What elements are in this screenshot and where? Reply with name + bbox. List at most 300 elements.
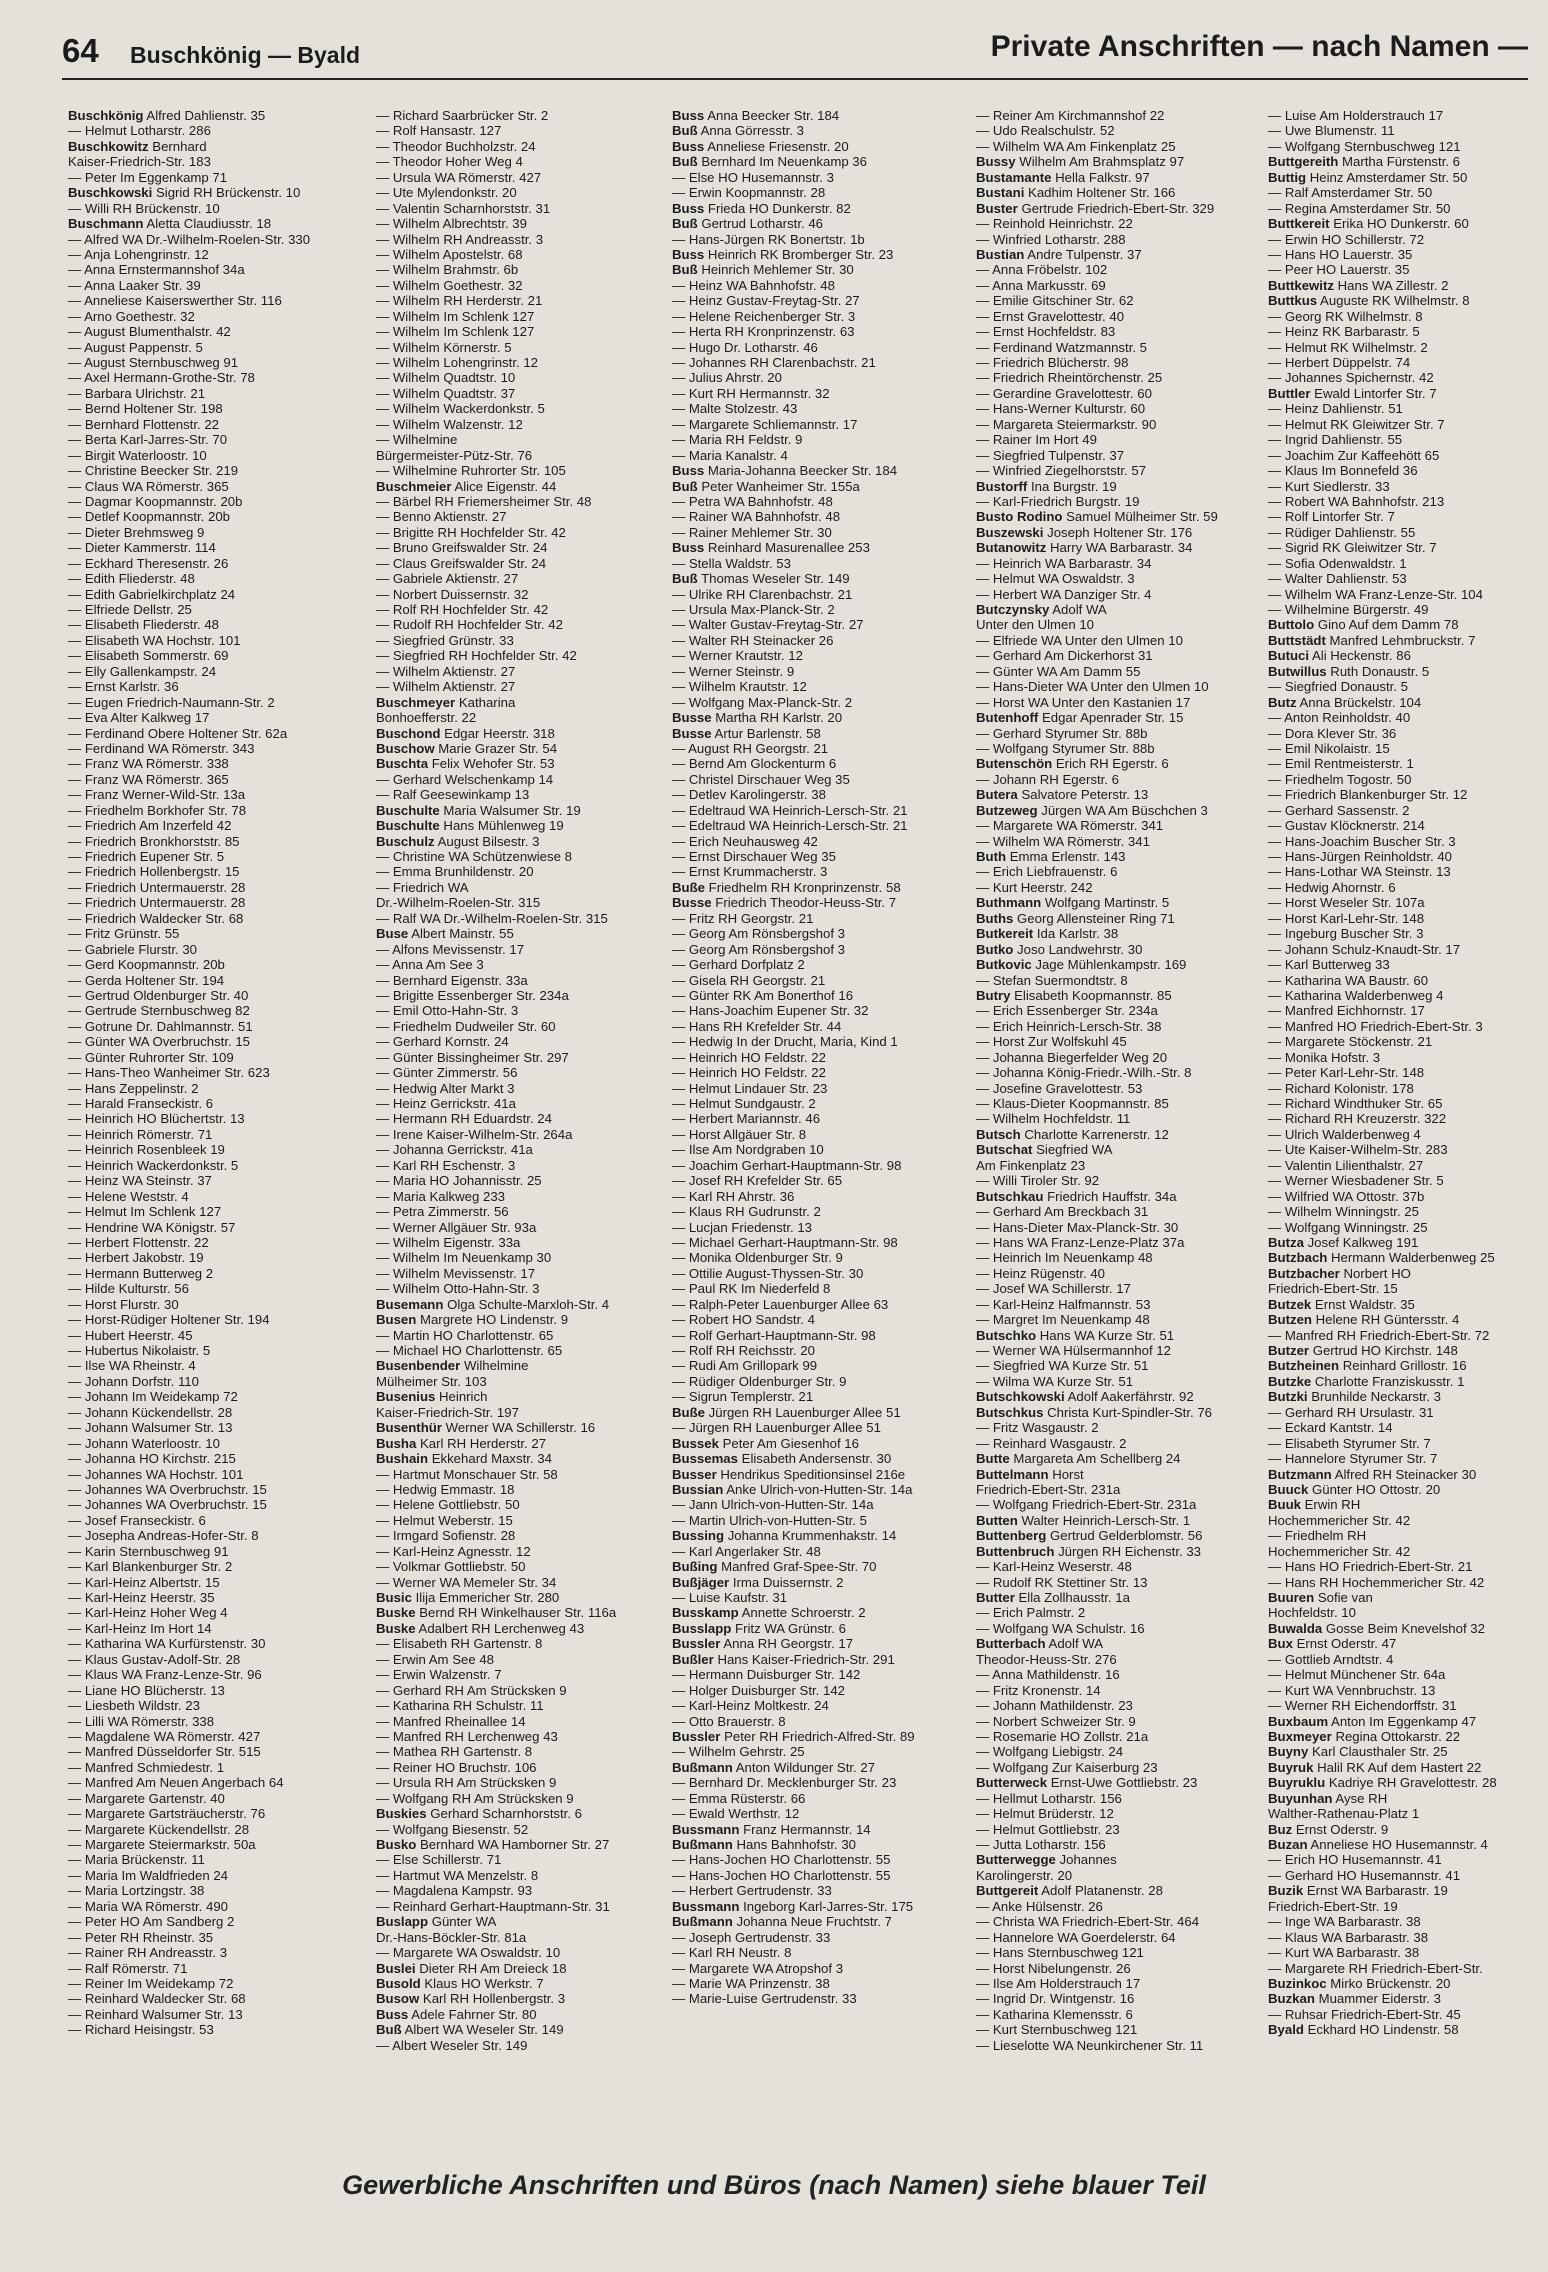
entry-details: Erich RH Egerstr. 6: [1055, 756, 1169, 772]
entry-details: — Otto Brauerstr. 8: [672, 1713, 786, 1729]
directory-entry: [376, 1158, 666, 1173]
directory-entry: [1268, 1945, 1548, 1960]
entry-details: Samuel Mülheimer Str. 59: [1066, 509, 1218, 525]
directory-entry: [68, 432, 358, 447]
directory-entry: [68, 1636, 358, 1651]
entry-details: Muammer Eiderstr. 3: [1318, 1991, 1441, 2007]
entry-details: Hendrikus Speditionsinsel 216e: [720, 1466, 906, 1482]
entry-details: Friedhelm RH Kronprinzenstr. 58: [708, 879, 901, 895]
directory-entry: [376, 494, 666, 509]
directory-entry: [68, 1605, 358, 1620]
entry-details: — Heinrich HO Feldstr. 22: [672, 1065, 826, 1081]
directory-entry: [376, 1266, 666, 1281]
entry-details: — Karin Sternbuschweg 91: [68, 1543, 229, 1559]
directory-entry: [376, 1513, 666, 1528]
directory-entry: [376, 818, 666, 833]
directory-entry: [976, 1497, 1266, 1512]
directory-entry: [1268, 1775, 1548, 1790]
directory-entry: [672, 1358, 962, 1373]
directory-entry: [976, 1250, 1266, 1265]
directory-entry: [672, 1189, 962, 1204]
directory-entry: [376, 185, 666, 200]
directory-entry: [1268, 1806, 1548, 1821]
surname: Buße: [672, 1404, 705, 1420]
entry-details: Artur Barlenstr. 58: [714, 725, 821, 741]
entry-details: — Johannes Spichernstr. 42: [1268, 370, 1434, 386]
directory-entry: [1268, 232, 1548, 247]
entry-details: — Wilhelm Gehrstr. 25: [672, 1744, 805, 1760]
directory-entry: [68, 123, 358, 138]
directory-entry: [672, 571, 962, 586]
entry-details: — Josef RH Krefelder Str. 65: [672, 1173, 843, 1189]
directory-entry: [1268, 324, 1548, 339]
directory-entry: [976, 139, 1266, 154]
directory-entry: [1268, 1961, 1548, 1976]
entry-details: — Emil Nikolaistr. 15: [1268, 740, 1390, 756]
directory-entry: [376, 1405, 666, 1420]
entry-details: — Wilhelm Apostelstr. 68: [376, 246, 523, 262]
entry-details: — Maria Brückenstr. 11: [68, 1852, 205, 1868]
directory-entry: [68, 741, 358, 756]
entry-details: Bernhard WA Hamborner Str. 27: [419, 1837, 610, 1852]
entry-details: — Heinz WA Steinstr. 37: [68, 1173, 212, 1189]
directory-entry: [376, 1621, 666, 1636]
directory-entry: [672, 1297, 962, 1312]
directory-entry: [976, 957, 1266, 972]
directory-entry: [376, 479, 666, 494]
directory-entry: [68, 509, 358, 524]
page-number: 64: [62, 32, 99, 69]
entry-details: — Valentin Scharnhorststr. 31: [376, 200, 551, 216]
entry-details: — Josef Franseckistr. 6: [68, 1512, 206, 1528]
entry-details: Albert Mainstr. 55: [411, 926, 514, 942]
entry-details: — Helene Gottliebstr. 50: [376, 1497, 520, 1513]
directory-entry: [976, 123, 1266, 138]
entry-details: — Norbert Schweizer Str. 9: [976, 1713, 1136, 1729]
directory-entry: [976, 1235, 1266, 1250]
entry-details: Brunhilde Neckarstr. 3: [1311, 1389, 1441, 1405]
directory-entry: [68, 1034, 358, 1049]
directory-entry: [68, 1652, 358, 1667]
directory-entry: [672, 293, 962, 308]
surname: Buß: [672, 571, 698, 587]
directory-entry: [976, 1837, 1266, 1852]
page-header: [62, 28, 1528, 80]
entry-details: — Manfred Rheinallee 14: [376, 1713, 526, 1729]
directory-entry: [672, 448, 962, 463]
directory-column-2: [376, 108, 666, 2148]
entry-details: — Siegfried WA Kurze Str. 51: [976, 1358, 1149, 1374]
directory-entry: [68, 185, 358, 200]
directory-entry: [672, 1652, 962, 1667]
entry-details: — Jürgen RH Lauenburger Allee 51: [672, 1420, 881, 1436]
entry-details: Alfred RH Steinacker 30: [1334, 1466, 1477, 1482]
entry-details: — Claus WA Römerstr. 365: [68, 478, 229, 494]
directory-entry: [1268, 1575, 1548, 1590]
entry-details: — Margarete Gartenstr. 40: [68, 1790, 225, 1806]
entry-details: — Martin Ulrich-von-Hutten-Str. 5: [672, 1512, 867, 1528]
entry-details: — Wilhelm Krautstr. 12: [672, 679, 807, 695]
directory-entry: [68, 1714, 358, 1729]
entry-details: — Dora Klever Str. 36: [1268, 725, 1397, 741]
directory-entry: [672, 911, 962, 926]
entry-details: — Karl-Heinz Moltkestr. 24: [672, 1698, 829, 1714]
directory-entry: [976, 494, 1266, 509]
directory-entry: [376, 1482, 666, 1497]
directory-entry: [68, 1667, 358, 1682]
entry-details: — Johannes WA Overbruchstr. 15: [68, 1481, 267, 1497]
entry-details: — Anna Am See 3: [376, 957, 484, 973]
entry-details: — Ralf Amsterdamer Str. 50: [1268, 185, 1433, 201]
entry-details: Martha Fürstenstr. 6: [1342, 154, 1461, 170]
entry-details: — Wolfgang Sternbuschweg 121: [1268, 138, 1461, 154]
entry-details: Joso Landwehrstr. 30: [1017, 941, 1143, 957]
entry-details: — Anneliese Kaiserswerther Str. 116: [68, 293, 282, 309]
entry-details: Dr.-Wilhelm-Roelen-Str. 315: [376, 895, 541, 911]
entry-details: — Bernhard Eigenstr. 33a: [376, 972, 528, 988]
surname: Buths: [976, 910, 1014, 926]
directory-entry: [68, 1528, 358, 1543]
entry-details: — Magdalena Kampstr. 93: [376, 1883, 533, 1899]
directory-entry: [672, 1791, 962, 1806]
directory-entry: [376, 1420, 666, 1435]
entry-details: Margareta Am Schellberg 24: [1013, 1451, 1181, 1467]
entry-details: — Friedrich Rheintörchenstr. 25: [976, 370, 1163, 386]
directory-entry: [672, 1467, 962, 1482]
entry-details: — Johannes WA Hochstr. 101: [68, 1466, 244, 1482]
entry-details: — Wilhelm Albrechtstr. 39: [376, 216, 527, 232]
entry-details: — Heinrich WA Barbarastr. 34: [976, 555, 1152, 571]
directory-entry: [68, 1204, 358, 1219]
surname: Butwillus: [1268, 663, 1327, 679]
directory-entry: [376, 741, 666, 756]
entry-details: — Sofia Odenwaldstr. 1: [1268, 555, 1407, 571]
directory-entry: [1268, 1837, 1548, 1852]
directory-entry: [976, 448, 1266, 463]
entry-details: — Helmut Lindauer Str. 23: [672, 1080, 828, 1096]
entry-details: — Luise Am Holderstrauch 17: [1268, 108, 1444, 123]
entry-details: — Bernhard Dr. Mecklenburger Str. 23: [672, 1775, 897, 1791]
entry-details: — Wolfgang WA Schulstr. 16: [976, 1620, 1145, 1636]
directory-entry: [68, 1405, 358, 1420]
surname: Bußing: [672, 1559, 718, 1575]
entry-details: — Ralf Geesewinkamp 13: [376, 787, 530, 803]
directory-entry: [376, 1081, 666, 1096]
entry-details: — Wilhelm WA Am Finkenplatz 25: [976, 138, 1176, 154]
directory-entry: [376, 1250, 666, 1265]
directory-entry: [672, 834, 962, 849]
directory-entry: [1268, 185, 1548, 200]
entry-details: — Wilhelm Brahmstr. 6b: [376, 262, 519, 278]
entry-details: Dr.-Hans-Böckler-Str. 81a: [376, 1929, 527, 1945]
entry-details: Edgar Apenrader Str. 15: [1041, 710, 1184, 726]
entry-details: — Berta Karl-Jarres-Str. 70: [68, 432, 228, 448]
entry-details: — Detlef Koopmannstr. 20b: [68, 509, 231, 525]
directory-entry: [976, 1667, 1266, 1682]
entry-details: — Robert WA Bahnhofstr. 213: [1268, 493, 1445, 509]
entry-details: — Georg Am Rönsbergshof 3: [672, 926, 845, 942]
directory-entry: [376, 293, 666, 308]
directory-entry: [672, 1575, 962, 1590]
surname: Bushain: [376, 1451, 429, 1467]
directory-entry: [1268, 1698, 1548, 1713]
entry-details: Bernd RH Winkelhauser Str. 116a: [419, 1605, 617, 1621]
entry-details: — Elisabeth Fliederstr. 48: [68, 617, 219, 633]
directory-entry: [672, 1142, 962, 1157]
entry-details: — Erich Heinrich-Lersch-Str. 38: [976, 1018, 1162, 1034]
directory-entry: [672, 1436, 962, 1451]
entry-details: — Helmut Weberstr. 15: [376, 1512, 513, 1528]
directory-entry: [68, 479, 358, 494]
directory-entry: [68, 2022, 358, 2037]
directory-entry: [672, 262, 962, 277]
directory-entry: [976, 355, 1266, 370]
entry-details: — Friedrich Waldecker Str. 68: [68, 910, 244, 926]
entry-details: Kadriye RH Gravelottestr. 28: [1328, 1775, 1497, 1791]
directory-entry: [376, 942, 666, 957]
directory-entry: [976, 911, 1266, 926]
directory-entry: [672, 1883, 962, 1898]
surname: Buwalda: [1268, 1620, 1323, 1636]
entry-details: — Gerhard Sassenstr. 2: [1268, 802, 1410, 818]
directory-entry: [376, 108, 666, 123]
entry-details: — Ralph-Peter Lauenburger Allee 63: [672, 1296, 889, 1312]
directory-entry: [68, 1698, 358, 1713]
entry-details: Adele Fahrner Str. 80: [411, 2006, 537, 2022]
entry-details: — Wolfgang Friedrich-Ebert-Str. 231a: [976, 1497, 1197, 1513]
entry-details: — Mathea RH Gartenstr. 8: [376, 1744, 533, 1760]
entry-details: Manfred Lehmbruckstr. 7: [1329, 632, 1476, 648]
directory-entry: [1268, 1328, 1548, 1343]
directory-entry: [976, 170, 1266, 185]
entry-details: Fritz WA Grünstr. 6: [735, 1620, 846, 1636]
directory-entry: [672, 1636, 962, 1651]
directory-entry: [672, 1930, 962, 1945]
directory-entry: [1268, 633, 1548, 648]
directory-entry: [376, 1436, 666, 1451]
entry-details: — Dagmar Koopmannstr. 20b: [68, 493, 243, 509]
directory-entry: [376, 370, 666, 385]
directory-entry: [976, 1328, 1266, 1343]
directory-entry: [376, 1991, 666, 2006]
entry-details: — Emilie Gitschiner Str. 62: [976, 293, 1134, 309]
entry-details: Mülheimer Str. 103: [376, 1373, 487, 1389]
entry-details: — Ulrike RH Clarenbachstr. 21: [672, 586, 853, 602]
directory-entry: [376, 509, 666, 524]
directory-entry: [68, 973, 358, 988]
directory-entry: [68, 494, 358, 509]
entry-details: — Günter RK Am Bonerthof 16: [672, 987, 854, 1003]
directory-entry: [68, 232, 358, 247]
directory-entry: [68, 1513, 358, 1528]
entry-details: — Jutta Lotharstr. 156: [976, 1837, 1106, 1852]
directory-entry: [976, 1266, 1266, 1281]
surname: Buuren: [1268, 1590, 1315, 1605]
entry-details: Ingeborg Karl-Jarres-Str. 175: [743, 1898, 914, 1914]
entry-details: — Hans-Dieter WA Unter den Ulmen 10: [976, 679, 1209, 695]
surname: Buuck: [1268, 1481, 1309, 1497]
surname: Buttig: [1268, 169, 1307, 185]
entry-details: Hermann Walderbenweg 25: [1331, 1250, 1495, 1266]
entry-details: — Harald Franseckistr. 6: [68, 1096, 214, 1111]
entry-details: — Gerhard Welschenkamp 14: [376, 771, 554, 787]
entry-details: Anke Ulrich-von-Hutten-Str. 14a: [726, 1481, 913, 1497]
directory-entry: [672, 201, 962, 216]
directory-entry: [672, 1250, 962, 1265]
entry-details: — Friedrich Blankenburger Str. 12: [1268, 787, 1468, 803]
entry-details: — Claus Greifswalder Str. 24: [376, 555, 547, 571]
entry-details: — Ruhsar Friedrich-Ebert-Str. 45: [1268, 2006, 1461, 2022]
entry-details: — Franz WA Römerstr. 338: [68, 756, 229, 772]
directory-entry: [1268, 1019, 1548, 1034]
entry-details: — Peter Im Eggenkamp 71: [68, 169, 228, 185]
directory-entry: [376, 1451, 666, 1466]
directory-entry: [68, 1312, 358, 1327]
entry-details: — Gabriele Flurstr. 30: [68, 941, 197, 957]
directory-entry: [976, 1621, 1266, 1636]
directory-entry: [68, 1961, 358, 1976]
entry-details: Anton Im Eggenkamp 47: [1331, 1713, 1477, 1729]
directory-entry: [376, 587, 666, 602]
entry-details: — Heinrich Wackerdonkstr. 5: [68, 1157, 239, 1173]
directory-entry: [976, 633, 1266, 648]
directory-entry: [976, 602, 1266, 617]
entry-details: — Maria Lortzingstr. 38: [68, 1883, 205, 1899]
entry-details: — Dieter Brehmsweg 9: [68, 524, 205, 540]
directory-entry: [376, 1868, 666, 1883]
directory-entry: [376, 1575, 666, 1590]
directory-entry: [672, 973, 962, 988]
surname: Butzbacher: [1268, 1265, 1340, 1281]
entry-details: — Maria WA Römerstr. 490: [68, 1898, 228, 1914]
entry-details: — Theodor Buchholzstr. 24: [376, 138, 536, 154]
directory-column-1: [68, 108, 358, 2148]
directory-entry: [68, 664, 358, 679]
entry-details: — Johannes WA Overbruchstr. 15: [68, 1497, 267, 1513]
entry-details: Elisabeth Andersenstr. 30: [741, 1451, 892, 1467]
directory-entry: [1268, 664, 1548, 679]
entry-details: — Erwin HO Schillerstr. 72: [1268, 231, 1425, 247]
entry-details: Peter RH Friedrich-Alfred-Str. 89: [724, 1728, 915, 1744]
surname: Butschat: [976, 1142, 1033, 1158]
entry-details: — Lucjan Friedenstr. 13: [672, 1219, 813, 1235]
directory-entry: [68, 849, 358, 864]
directory-entry: [672, 1328, 962, 1343]
surname: Butterweck: [976, 1775, 1048, 1791]
surname: Buschulte: [376, 802, 440, 818]
entry-details: Charlotte Karrenerstr. 12: [1024, 1126, 1169, 1142]
entry-details: Kaiser-Friedrich-Str. 183: [68, 154, 211, 170]
directory-entry: [976, 185, 1266, 200]
directory-entry: [376, 1281, 666, 1296]
entry-details: Anton Wildunger Str. 27: [735, 1759, 876, 1775]
entry-details: — Ferdinand Watzmannstr. 5: [976, 339, 1148, 355]
entry-details: — Heinz Rügenstr. 40: [976, 1265, 1106, 1281]
directory-entry: [976, 1883, 1266, 1898]
directory-entry: [1268, 772, 1548, 787]
directory-entry: [376, 2038, 666, 2053]
entry-details: Ella Zollhausstr. 1a: [1018, 1590, 1130, 1605]
surname: Bussler: [672, 1728, 721, 1744]
entry-details: — Anna Laaker Str. 39: [68, 277, 201, 293]
directory-entry: [1268, 571, 1548, 586]
surname: Butzbach: [1268, 1250, 1328, 1266]
directory-entry: [1268, 154, 1548, 169]
entry-details: Wilhelm Am Brahmsplatz 97: [1019, 154, 1185, 170]
directory-entry: [1268, 926, 1548, 941]
entry-details: — Maria Im Waldfrieden 24: [68, 1867, 229, 1883]
entry-details: — Theodor Hoher Weg 4: [376, 154, 523, 170]
directory-entry: [376, 1034, 666, 1049]
directory-entry: [376, 1698, 666, 1713]
directory-entry: [976, 834, 1266, 849]
entry-details: — Hedwig Ahornstr. 6: [1268, 879, 1396, 895]
entry-details: — Hans-Jürgen Reinholdstr. 40: [1268, 849, 1452, 864]
directory-entry: [376, 247, 666, 262]
entry-details: — Hedwig Alter Markt 3: [376, 1080, 515, 1096]
entry-details: — Günter WA Am Damm 55: [976, 663, 1141, 679]
directory-entry: [1268, 1544, 1548, 1559]
surname: Butterwegge: [976, 1852, 1056, 1868]
entry-details: — Edith Fliederstr. 48: [68, 571, 195, 587]
entry-details: — Karl-Heinz Halfmannstr. 53: [976, 1296, 1151, 1312]
directory-entry: [1268, 1065, 1548, 1080]
entry-details: Joseph Holtener Str. 176: [1047, 524, 1193, 540]
entry-details: — Herbert Mariannstr. 46: [672, 1111, 821, 1127]
directory-entry: [1268, 1636, 1548, 1651]
entry-details: Gino Auf dem Damm 78: [1317, 617, 1459, 633]
directory-entry: [376, 803, 666, 818]
directory-entry: [976, 1050, 1266, 1065]
directory-entry: [1268, 617, 1548, 632]
directory-entry: [68, 1374, 358, 1389]
surname: Buß: [672, 216, 698, 232]
surname: Busse: [672, 710, 712, 726]
directory-entry: [1268, 880, 1548, 895]
directory-entry: [68, 401, 358, 416]
entry-details: Erika HO Dunkerstr. 60: [1333, 216, 1469, 232]
entry-details: — Anna Ernstermannshof 34a: [68, 262, 245, 278]
entry-details: — Margarete WA Atropshof 3: [672, 1960, 844, 1976]
entry-details: Walter Heinrich-Lersch-Str. 1: [1021, 1512, 1191, 1528]
directory-entry: [1268, 1235, 1548, 1250]
directory-entry: [376, 1775, 666, 1790]
entry-details: — Hubertus Nikolaistr. 5: [68, 1343, 211, 1358]
surname: Buschmeyer: [376, 694, 456, 710]
entry-details: Peter Am Giesenhof 16: [722, 1435, 859, 1451]
entry-details: — Kurt WA Vennbruchstr. 13: [1268, 1682, 1436, 1698]
entry-details: — Elfriede Dellstr. 25: [68, 602, 192, 617]
directory-entry: [1268, 1358, 1548, 1373]
entry-details: — Joseph Gertrudenstr. 33: [672, 1929, 831, 1945]
entry-details: — Inge WA Barbarastr. 38: [1268, 1914, 1421, 1930]
entry-details: Ernst Oderstr. 9: [1295, 1821, 1389, 1837]
directory-entry: [976, 571, 1266, 586]
entry-details: — Helmut WA Oswaldstr. 3: [976, 571, 1135, 587]
entry-details: Katharina: [458, 694, 516, 710]
entry-details: Felix Wehofer Str. 53: [431, 756, 555, 772]
directory-entry: [672, 1621, 962, 1636]
entry-details: Günter HO Ottostr. 20: [1311, 1481, 1441, 1497]
entry-details: — Hans-Dieter Max-Planck-Str. 30: [976, 1219, 1179, 1235]
directory-entry: [376, 617, 666, 632]
entry-details: Jage Mühlenkampstr. 169: [1035, 957, 1187, 973]
entry-details: Günter WA: [431, 1914, 497, 1930]
directory-entry: [1268, 1189, 1548, 1204]
directory-entry: [376, 355, 666, 370]
entry-details: — Helmut Lotharstr. 286: [68, 123, 211, 139]
directory-entry: [68, 278, 358, 293]
